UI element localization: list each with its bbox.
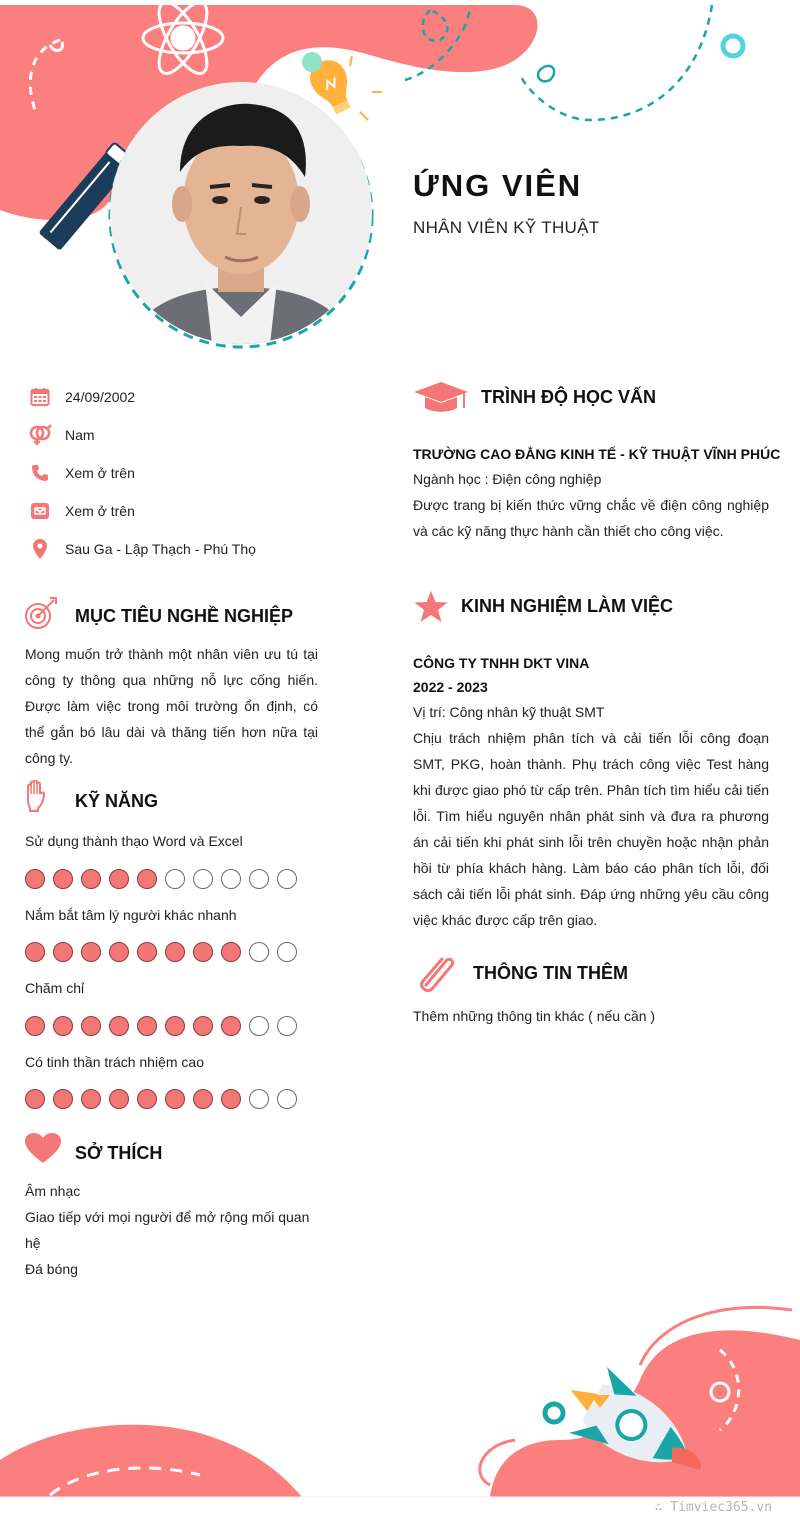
star-icon (413, 590, 449, 629)
additional-text: Thêm những thông tin khác ( nếu cần ) (413, 1008, 656, 1024)
rating-dot-empty (249, 1016, 269, 1036)
rating-dot-filled (53, 869, 73, 889)
rating-dot-empty (277, 942, 297, 962)
rating-dot-filled (165, 1089, 185, 1109)
hand-icon (24, 780, 48, 817)
rating-dot-filled (53, 1016, 73, 1036)
rating-dot-empty (221, 869, 241, 889)
avatar-photo (110, 82, 372, 344)
objective-title: MỤC TIÊU NGHỀ NGHIỆP (75, 606, 294, 626)
location-pin-icon (28, 537, 52, 561)
rating-dot-filled (165, 942, 185, 962)
calendar-icon (28, 385, 52, 409)
avatar-illustration (110, 82, 372, 344)
birthdate-text: 24/09/2002 (65, 389, 136, 405)
company-name: CÔNG TY TNHH DKT VINA (413, 655, 590, 671)
rating-dot-empty (249, 942, 269, 962)
rating-dot-filled (165, 1016, 185, 1036)
skills-title: KỸ NĂNG (75, 791, 159, 811)
objective-text: Mong muốn trở thành một nhân viên ưu tú tại công ty thông qua những nỗ lực cống hiến. Được làm việc trong môi trường ổn định, có thể gắn bó lâu dài và thăng tiến hơn nữa tại công ty. (25, 646, 318, 766)
education-title: TRÌNH ĐỘ HỌC VẤN (481, 387, 656, 407)
contact-email (28, 499, 358, 523)
contact-gender (28, 423, 358, 447)
brand-text: Timviec365.vn (670, 1500, 772, 1515)
contact-address (28, 537, 358, 561)
gender-text: Nam (65, 427, 95, 443)
work-position: Vị trí: Công nhân kỹ thuật SMT (413, 704, 605, 720)
phone-icon (28, 461, 52, 485)
phone-text: Xem ở trên (65, 465, 135, 481)
brand-watermark: ∴ Timviec365.vn (654, 1500, 772, 1515)
rating-dot-filled (221, 1016, 241, 1036)
rating-dot-filled (25, 1016, 45, 1036)
gender-icon (28, 423, 52, 447)
education-description: Được trang bị kiến thức vững chắc về điện công nghiệp và các kỹ năng thực hành cần thiết cho công việc. (413, 497, 769, 539)
candidate-name: ỨNG VIÊN (413, 168, 583, 203)
rating-dot-filled (137, 942, 157, 962)
rating-dot-filled (81, 1089, 101, 1109)
rating-dot-filled (25, 1089, 45, 1109)
rating-dot-filled (25, 869, 45, 889)
rating-dot-empty (249, 869, 269, 889)
work-description: Chịu trách nhiệm phân tích và cải tiến lỗi công đoạn SMT, PKG, hoàn thành. Phụ trách công việc Test hàng khi được giao phó từ cấp trên. Phân tích tìm hiểu cải tiến lỗi. Tìm hiểu nguyên nhân phát sinh và đưa ra phương án cải tiến khi phát sinh lỗi trên chuyền hoặc nhận phản hồi từ phía khách hàng. Làm báo cáo phân tích lỗi, đối sách cải tiến lỗi phát sinh. Đáp ứng những yêu cầu công việc khác được cấp trên giao. (413, 730, 769, 928)
school-name: TRƯỜNG CAO ĐẲNG KINH TẾ - KỸ THUẬT VĨNH PHÚC (413, 446, 781, 462)
hobbies-title: SỞ THÍCH (75, 1143, 163, 1163)
rating-dot-filled (109, 1089, 129, 1109)
skill-rating (25, 1089, 297, 1109)
rating-dot-filled (221, 942, 241, 962)
target-icon (24, 596, 58, 635)
skill-label: Sử dụng thành thạo Word và Excel (25, 833, 243, 849)
skill-rating (25, 942, 297, 962)
rating-dot-filled (25, 942, 45, 962)
rating-dot-filled (137, 1089, 157, 1109)
address-text: Sau Ga - Lập Thạch - Phú Thọ (65, 541, 256, 557)
job-title: NHÂN VIÊN KỸ THUẬT (413, 218, 600, 237)
rating-dot-filled (137, 869, 157, 889)
skill-label: Có tinh thần trách nhiệm cao (25, 1054, 204, 1070)
rating-dot-filled (81, 942, 101, 962)
hobby-item: Giao tiếp với mọi người để mở rộng mối quan hệ (25, 1209, 310, 1251)
experience-title: KINH NGHIỆM LÀM VIỆC (461, 596, 674, 616)
rating-dot-empty (277, 1089, 297, 1109)
skill-rating (25, 869, 297, 889)
rating-dot-filled (193, 942, 213, 962)
rating-dot-empty (193, 869, 213, 889)
rating-dot-empty (249, 1089, 269, 1109)
hobby-item: Đá bóng (25, 1261, 78, 1277)
rating-dot-filled (81, 869, 101, 889)
rating-dot-empty (277, 869, 297, 889)
hobbies-list (25, 1178, 325, 1282)
rating-dot-filled (109, 1016, 129, 1036)
email-icon (28, 499, 52, 523)
additional-title: THÔNG TIN THÊM (473, 963, 628, 983)
skill-rating (25, 1016, 297, 1036)
rating-dot-filled (109, 942, 129, 962)
rating-dot-filled (53, 1089, 73, 1109)
contact-phone (28, 461, 358, 485)
rating-dot-filled (137, 1016, 157, 1036)
email-text: Xem ở trên (65, 503, 135, 519)
paperclip-icon (416, 953, 458, 998)
skill-label: Chăm chỉ (25, 980, 85, 996)
rating-dot-empty (165, 869, 185, 889)
education-major: Ngành học : Điện công nghiệp (413, 471, 602, 487)
rating-dot-empty (277, 1016, 297, 1036)
rating-dot-filled (193, 1016, 213, 1036)
graduation-cap-icon (413, 380, 469, 419)
contact-birthdate (28, 385, 358, 409)
rating-dot-filled (193, 1089, 213, 1109)
hobby-item: Âm nhạc (25, 1183, 81, 1199)
heart-icon (24, 1132, 62, 1169)
rating-dot-filled (221, 1089, 241, 1109)
skill-label: Nắm bắt tâm lý người khác nhanh (25, 907, 237, 923)
rating-dot-filled (109, 869, 129, 889)
rating-dot-filled (81, 1016, 101, 1036)
rating-dot-filled (53, 942, 73, 962)
work-period: 2022 - 2023 (413, 679, 488, 695)
